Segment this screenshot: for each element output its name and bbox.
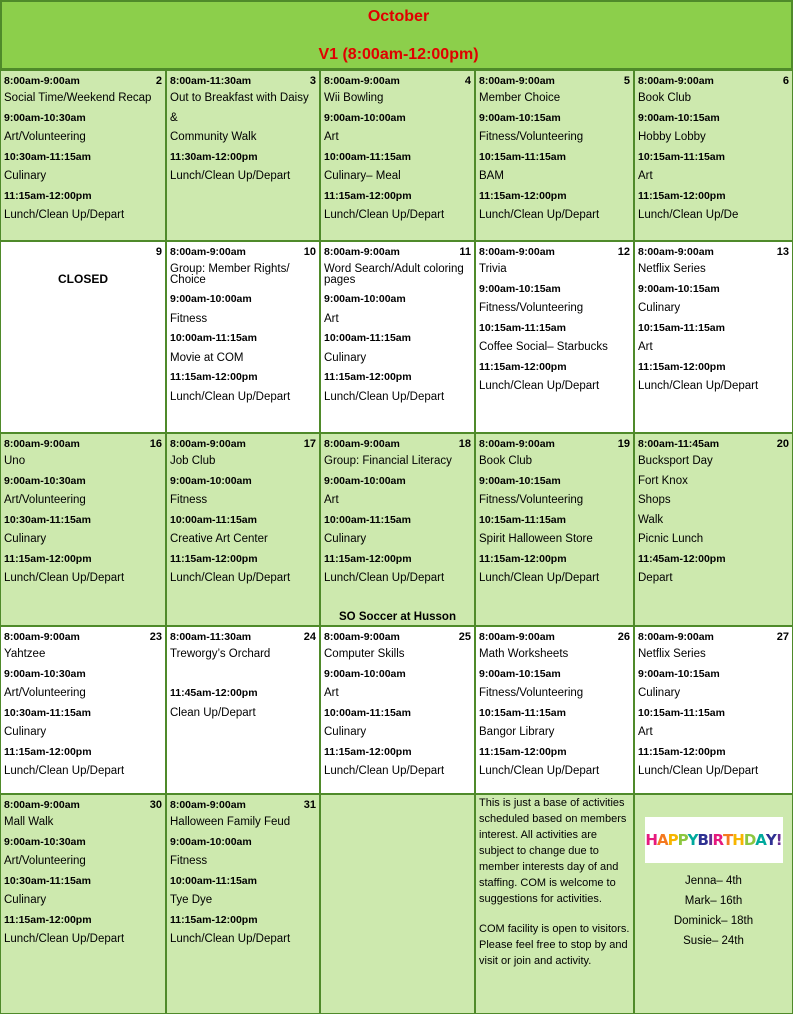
day-number: 23 <box>149 631 162 643</box>
time-slot: 9:00am-10:15am <box>638 282 720 295</box>
day-cell-6 <box>634 70 793 241</box>
time-slot: 11:15am-12:00pm <box>638 745 726 758</box>
banner-letter: A <box>755 831 766 849</box>
day-cell-26 <box>475 626 634 794</box>
day-header <box>638 629 789 645</box>
activity: Halloween Family Feud <box>170 816 291 828</box>
banner-letter: H <box>645 831 657 849</box>
banner-letter: H <box>732 831 744 849</box>
day-header <box>324 797 471 813</box>
day-cell-25 <box>320 626 475 794</box>
time-slot: 11:15am-12:00pm <box>479 189 567 202</box>
time-slot: 10:00am-11:15am <box>324 706 411 719</box>
activity: Art <box>638 341 653 353</box>
first-time-slot: 8:00am-9:00am <box>4 799 80 811</box>
day-cell-4 <box>320 70 475 241</box>
first-time-slot: 8:00am-9:00am <box>324 246 400 258</box>
calendar-grid <box>0 70 793 1014</box>
time-slot: 11:15am-12:00pm <box>4 745 92 758</box>
time-slot: 11:15am-12:00pm <box>170 552 258 565</box>
activity: Lunch/Clean Up/Depart <box>170 933 291 945</box>
activity: Lunch/Clean Up/De <box>638 209 739 221</box>
event-note: SO Soccer at Husson <box>339 611 456 623</box>
day-header <box>479 629 630 645</box>
activity: Art/Volunteering <box>4 855 86 867</box>
banner-letter: D <box>743 831 756 849</box>
day-number: 6 <box>782 75 789 87</box>
activity: Bucksport Day <box>638 455 713 467</box>
time-slot: 11:15am-12:00pm <box>4 913 92 926</box>
activity: Art <box>324 131 339 143</box>
activity: Lunch/Clean Up/Depart <box>324 209 445 221</box>
day-cell-11 <box>320 241 475 433</box>
day-cell-3 <box>166 70 320 241</box>
activity: Lunch/Clean Up/Depart <box>170 572 291 584</box>
day-header <box>4 73 162 89</box>
day-cell-10 <box>166 241 320 433</box>
activity: Lunch/Clean Up/Depart <box>4 209 125 221</box>
day-number: 30 <box>149 799 162 811</box>
activity: Member Choice <box>479 92 561 104</box>
activity: Culinary <box>638 302 681 314</box>
activity: Lunch/Clean Up/Depart <box>479 380 600 392</box>
activity: Lunch/Clean Up/Depart <box>479 209 600 221</box>
time-slot: 9:00am-10:15am <box>638 111 720 124</box>
first-time-slot: 8:00am-9:00am <box>324 631 400 643</box>
time-slot: 9:00am-10:00am <box>324 111 406 124</box>
day-number: 16 <box>149 438 162 450</box>
day-number: 25 <box>458 631 471 643</box>
activity: Fitness <box>170 312 208 325</box>
activity: Art/Volunteering <box>4 494 86 506</box>
day-cell-18 <box>320 433 475 626</box>
activity: Math Worksheets <box>479 648 569 660</box>
day-cell-24 <box>166 626 320 794</box>
happy-birthday-banner <box>645 817 783 863</box>
activity: Fitness/Volunteering <box>479 494 584 506</box>
day-number: 11 <box>459 246 471 258</box>
day-header <box>170 629 316 645</box>
activity: Art/Volunteering <box>4 131 86 143</box>
banner-letter: I <box>707 831 713 849</box>
day-header <box>638 244 789 260</box>
birthday-entry: Jenna– 4th <box>685 875 742 887</box>
activity: Shops <box>638 494 671 506</box>
day-header <box>324 629 471 645</box>
time-slot: 10:00am-11:15am <box>324 513 411 526</box>
day-header <box>170 436 316 452</box>
activity: Art <box>638 170 653 182</box>
day-header <box>479 436 630 452</box>
info-paragraph: COM facility is open to visitors. Please feel free to stop by and visit or join and activity. <box>479 923 630 967</box>
time-slot: 10:15am-11:15am <box>479 706 566 719</box>
day-header <box>4 797 162 813</box>
time-slot: 10:15am-11:15am <box>638 150 725 163</box>
birthday-cell <box>634 794 793 1014</box>
time-slot: 11:15am-12:00pm <box>638 189 726 202</box>
banner-letter: R <box>712 831 724 849</box>
day-cell-27 <box>634 626 793 794</box>
time-slot: 9:00am-10:30am <box>4 111 86 124</box>
info-notice <box>475 794 634 1014</box>
day-cell-12 <box>475 241 634 433</box>
day-header <box>324 244 471 260</box>
activity: Trivia <box>479 263 507 275</box>
time-slot: 10:00am-11:15am <box>170 332 257 344</box>
time-slot: 11:30am-12:00pm <box>170 150 258 163</box>
time-slot: 9:00am-10:15am <box>479 111 561 124</box>
info-paragraph: This is just a base of activities scheduled based on members interest. All activities are subject to change due to member interests day of and staffing. COM is welcome to suggestions for activities. <box>479 797 627 905</box>
activity: Culinary <box>324 351 367 364</box>
time-slot: 11:15am-12:00pm <box>170 371 258 383</box>
day-header <box>4 244 162 260</box>
time-slot: 10:30am-11:15am <box>4 706 91 719</box>
activity: Culinary– Meal <box>324 170 401 182</box>
day-number: 19 <box>617 438 630 450</box>
day-number: 10 <box>303 246 316 258</box>
day-cell-9 <box>0 241 166 433</box>
day-cell-16 <box>0 433 166 626</box>
activity <box>170 665 316 685</box>
time-slot: 10:15am-11:15am <box>638 321 725 334</box>
activity: Fitness/Volunteering <box>479 131 584 143</box>
first-time-slot: 8:00am-9:00am <box>4 75 80 87</box>
activity: Bangor Library <box>479 726 555 738</box>
activity: Culinary <box>324 533 367 545</box>
day-header <box>4 629 162 645</box>
activity: BAM <box>479 170 504 182</box>
schedule-subtitle: V1 (8:00am-12:00pm) <box>318 46 479 63</box>
birthday-list <box>638 871 789 951</box>
activity: Community Walk <box>170 131 257 143</box>
activity: Fitness/Volunteering <box>479 302 584 314</box>
first-time-slot: 8:00am-9:00am <box>638 631 714 643</box>
time-slot: 10:00am-11:15am <box>324 150 411 163</box>
first-time-slot: 8:00am-9:00am <box>170 438 246 450</box>
banner-letter: B <box>697 831 708 849</box>
banner-letter: P <box>677 831 688 849</box>
day-header <box>170 244 316 260</box>
activity: Lunch/Clean Up/Depart <box>638 380 759 392</box>
banner-letter: ! <box>775 831 782 849</box>
banner-letter: A <box>656 831 668 849</box>
time-slot: 10:15am-11:15am <box>638 706 725 719</box>
time-slot: 9:00am-10:00am <box>324 293 406 305</box>
day-cell-13 <box>634 241 793 433</box>
time-slot: 9:00am-10:30am <box>4 474 86 487</box>
activity: Art/Volunteering <box>4 687 86 699</box>
time-slot: 11:15am-12:00pm <box>170 913 258 926</box>
day-header <box>324 73 471 89</box>
time-slot: 9:00am-10:00am <box>170 293 252 305</box>
time-slot: 9:00am-10:00am <box>324 474 406 487</box>
activity: Culinary <box>638 687 681 699</box>
first-time-slot: 8:00am-9:00am <box>479 438 555 450</box>
activity: Lunch/Clean Up/Depart <box>324 765 445 777</box>
day-cell-23 <box>0 626 166 794</box>
time-slot: 11:15am-12:00pm <box>479 360 567 373</box>
activity: Lunch/Clean Up/Depart <box>4 765 125 777</box>
first-time-slot: 8:00am-11:30am <box>170 631 252 643</box>
activity: Art <box>324 312 339 325</box>
birthday-entry: Mark– 16th <box>684 895 743 907</box>
day-cell-30 <box>0 794 166 1014</box>
activity: Lunch/Clean Up/Depart <box>170 390 291 403</box>
time-slot: 9:00am-10:15am <box>479 667 561 680</box>
day-cell-20 <box>634 433 793 626</box>
banner-letter: P <box>667 831 678 849</box>
activity: Tye Dye <box>170 894 213 906</box>
activity: Fitness <box>170 855 208 867</box>
day-header <box>4 436 162 452</box>
day-number: 3 <box>309 75 316 87</box>
activity: Computer Skills <box>324 648 405 660</box>
activity: Out to Breakfast with Daisy <box>170 92 309 104</box>
activity: Netflix Series <box>638 263 706 275</box>
activity: Culinary <box>4 170 47 182</box>
day-number: 26 <box>617 631 630 643</box>
activity: Wii Bowling <box>324 92 384 104</box>
activity: Coffee Social– Starbucks <box>479 341 608 353</box>
day-cell-2 <box>0 70 166 241</box>
activity: Lunch/Clean Up/Depart <box>479 765 600 777</box>
time-slot: 11:15am-12:00pm <box>4 189 92 202</box>
day-number: 13 <box>776 246 789 258</box>
first-time-slot: 8:00am-9:00am <box>479 631 555 643</box>
activity: Walk <box>638 513 664 526</box>
day-header <box>638 73 789 89</box>
day-number: 5 <box>623 75 630 87</box>
day-cell-17 <box>166 433 320 626</box>
first-time-slot: 8:00am-9:00am <box>4 631 80 643</box>
activity: Spirit Halloween Store <box>479 533 593 545</box>
first-time-slot: 8:00am-11:30am <box>170 75 252 87</box>
activity: Fort Knox <box>638 474 688 487</box>
time-slot: 11:15am-12:00pm <box>479 745 567 758</box>
activity: Group: Member Rights/ Choice <box>170 263 290 286</box>
time-slot: 9:00am-10:15am <box>479 282 561 295</box>
activity: Art <box>324 494 339 506</box>
calendar-header <box>0 0 793 70</box>
time-slot: 11:15am-12:00pm <box>324 745 412 758</box>
day-number: 18 <box>458 438 471 450</box>
activity: Job Club <box>170 455 216 467</box>
activity: Picnic Lunch <box>638 533 704 545</box>
activity: Lunch/Clean Up/Depart <box>479 572 600 584</box>
time-slot: 11:45am-12:00pm <box>638 552 726 565</box>
time-slot: 11:15am-12:00pm <box>638 360 726 373</box>
birthday-entry: Susie– 24th <box>683 935 744 947</box>
first-time-slot: 8:00am-9:00am <box>479 246 555 258</box>
activity: Hobby Lobby <box>638 131 706 143</box>
activity: Lunch/Clean Up/Depart <box>324 572 445 584</box>
time-slot: 9:00am-10:00am <box>170 474 252 487</box>
day-cell-31 <box>166 794 320 1014</box>
birthday-entry: Dominick– 18th <box>673 915 754 927</box>
time-slot: 11:15am-12:00pm <box>4 552 92 565</box>
time-slot: 9:00am-10:15am <box>638 667 720 680</box>
time-slot: 11:15am-12:00pm <box>324 371 412 383</box>
banner-letter: T <box>723 831 733 849</box>
activity: Lunch/Clean Up/Depart <box>4 933 125 945</box>
day-number: 27 <box>776 631 789 643</box>
time-slot: 10:00am-11:15am <box>324 332 411 344</box>
activity: Uno <box>4 455 26 467</box>
banner-letter: Y <box>765 831 776 849</box>
time-slot: 9:00am-10:30am <box>4 835 86 848</box>
day-number: 31 <box>303 799 316 811</box>
activity: Art <box>638 726 653 738</box>
day-number: 17 <box>303 438 316 450</box>
activity: Culinary <box>4 894 47 906</box>
time-slot: 10:00am-11:15am <box>170 874 257 887</box>
activity: Clean Up/Depart <box>170 706 256 719</box>
day-number: 2 <box>155 75 162 87</box>
activity: Fitness <box>170 494 208 506</box>
activity: Art <box>324 687 339 699</box>
activity: Treworgy’s Orchard <box>170 648 271 660</box>
activity: Culinary <box>4 533 47 545</box>
day-number: 4 <box>464 75 471 87</box>
first-time-slot: 8:00am-9:00am <box>4 438 80 450</box>
time-slot: 9:00am-10:30am <box>4 667 86 680</box>
activity: Depart <box>638 572 673 584</box>
time-slot: 11:15am-12:00pm <box>479 552 567 565</box>
activity: Social Time/Weekend Recap <box>4 92 152 104</box>
activity: Movie at COM <box>170 351 244 364</box>
day-cell-5 <box>475 70 634 241</box>
activity: Culinary <box>324 726 367 738</box>
time-slot: 9:00am-10:00am <box>324 667 406 680</box>
activity: & <box>170 111 178 124</box>
time-slot: 10:15am-11:15am <box>479 321 566 334</box>
closed-label: CLOSED <box>57 272 108 286</box>
activity: Lunch/Clean Up/Depart <box>324 390 445 403</box>
day-header <box>479 244 630 260</box>
activity: Creative Art Center <box>170 533 268 545</box>
day-number: 9 <box>155 246 162 258</box>
time-slot: 10:15am-11:15am <box>479 150 566 163</box>
activity: Lunch/Clean Up/Depart <box>4 572 125 584</box>
time-slot: 10:15am-11:15am <box>479 513 566 526</box>
month-title: October <box>367 8 430 25</box>
time-slot: 10:30am-11:15am <box>4 150 91 163</box>
day-header <box>324 436 471 452</box>
activity: Group: Financial Literacy <box>324 455 452 467</box>
time-slot: 9:00am-10:00am <box>170 835 252 848</box>
activity: Book Club <box>638 92 692 104</box>
time-slot: 9:00am-10:15am <box>479 474 561 487</box>
time-slot: 11:15am-12:00pm <box>324 189 412 202</box>
activity: Fitness/Volunteering <box>479 687 584 699</box>
activity: Culinary <box>4 726 47 738</box>
activity: Lunch/Clean Up/Depart <box>638 765 759 777</box>
first-time-slot: 8:00am-9:00am <box>638 75 714 87</box>
first-time-slot: 8:00am-11:45am <box>638 438 720 450</box>
time-slot: 11:15am-12:00pm <box>324 552 412 565</box>
time-slot: 11:45am-12:00pm <box>170 687 258 699</box>
day-cell-19 <box>475 433 634 626</box>
first-time-slot: 8:00am-9:00am <box>479 75 555 87</box>
activity: Lunch/Clean Up/Depart <box>170 170 291 182</box>
day-number: 12 <box>617 246 630 258</box>
time-slot: 10:30am-11:15am <box>4 513 91 526</box>
first-time-slot: 8:00am-9:00am <box>170 799 246 811</box>
day-header <box>170 73 316 89</box>
activity: Mall Walk <box>4 816 54 828</box>
day-header <box>638 436 789 452</box>
activity: Netflix Series <box>638 648 706 660</box>
time-slot: 10:00am-11:15am <box>170 513 257 526</box>
banner-letter: Y <box>687 831 698 849</box>
day-number: 24 <box>303 631 316 643</box>
activity: Word Search/Adult coloring pages <box>324 263 464 286</box>
time-slot: 10:30am-11:15am <box>4 874 91 887</box>
first-time-slot: 8:00am-9:00am <box>324 438 400 450</box>
day-header <box>170 797 316 813</box>
empty-day-cell <box>320 794 475 1014</box>
first-time-slot: 8:00am-9:00am <box>638 246 714 258</box>
day-number: 20 <box>776 438 789 450</box>
day-header <box>479 73 630 89</box>
first-time-slot: 8:00am-9:00am <box>170 246 246 258</box>
first-time-slot: 8:00am-9:00am <box>324 75 400 87</box>
activity: Book Club <box>479 455 533 467</box>
activity: Yahtzee <box>4 648 46 660</box>
